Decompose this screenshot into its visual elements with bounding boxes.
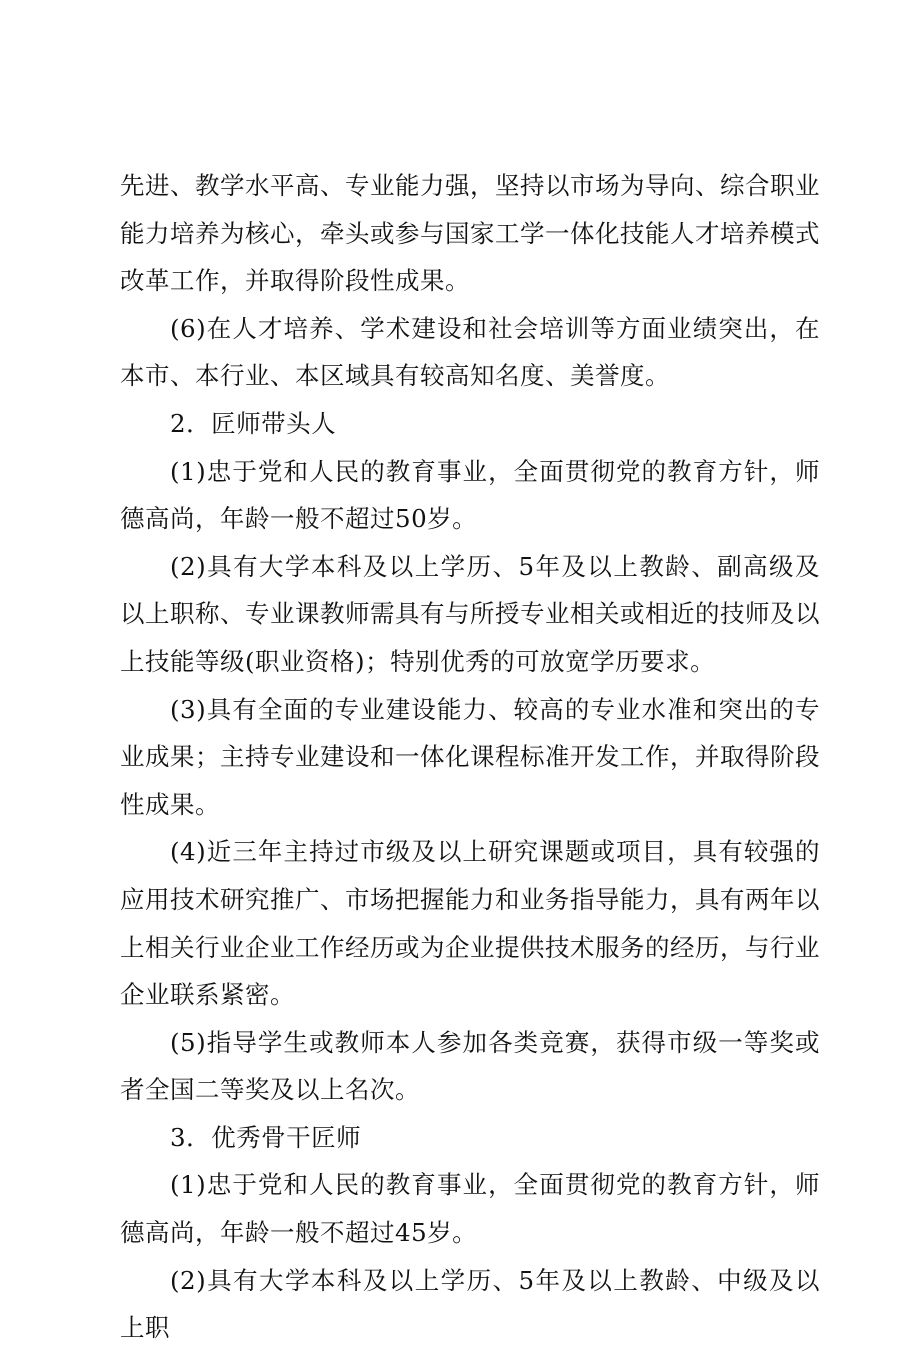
section-heading-3: 3．优秀骨干匠师 bbox=[170, 1122, 362, 1152]
paragraph-continuation: 先进、教学水平高、专业能力强，坚持以市场为导向、综合职业能力培养为核心，牵头或参与国家工学一体化技能人才培养模式改革工作，并取得阶段性成果。 bbox=[120, 171, 820, 296]
paragraph-item-6: (6)在人才培养、学术建设和社会培训等方面业绩突出，在本市、本行业、本区域具有较高知名度、美誉度。 bbox=[120, 313, 820, 391]
paragraph-3-item-1: (1)忠于党和人民的教育事业，全面贯彻党的教育方针，师德高尚，年龄一般不超过45岁。 bbox=[120, 1170, 820, 1248]
paragraph-2-item-3: (3)具有全面的专业建设能力、较高的专业水准和突出的专业成果；主持专业建设和一体化课程标准开发工作，并取得阶段性成果。 bbox=[120, 694, 820, 819]
paragraph-3-item-2: (2)具有大学本科及以上学历、5年及以上教龄、中级及以上职 bbox=[120, 1265, 820, 1343]
paragraph-2-item-2: (2)具有大学本科及以上学历、5年及以上教龄、副高级及以上职称、专业课教师需具有与所授专业相关或相近的技师及以上技能等级(职业资格)；特别优秀的可放宽学历要求。 bbox=[120, 551, 820, 676]
paragraph-2-item-4: (4)近三年主持过市级及以上研究课题或项目，具有较强的应用技术研究推广、市场把握能力和业务指导能力，具有两年以上相关行业企业工作经历或为企业提供技术服务的经历，与行业企业联系紧密。 bbox=[120, 837, 820, 1010]
paragraph-2-item-1: (1)忠于党和人民的教育事业，全面贯彻党的教育方针，师德高尚，年龄一般不超过50岁。 bbox=[120, 456, 820, 534]
document-page bbox=[120, 162, 820, 1352]
section-heading-2: 2．匠师带头人 bbox=[170, 408, 337, 438]
paragraph-2-item-5: (5)指导学生或教师本人参加各类竞赛，获得市级一等奖或者全国二等奖及以上名次。 bbox=[120, 1027, 820, 1105]
